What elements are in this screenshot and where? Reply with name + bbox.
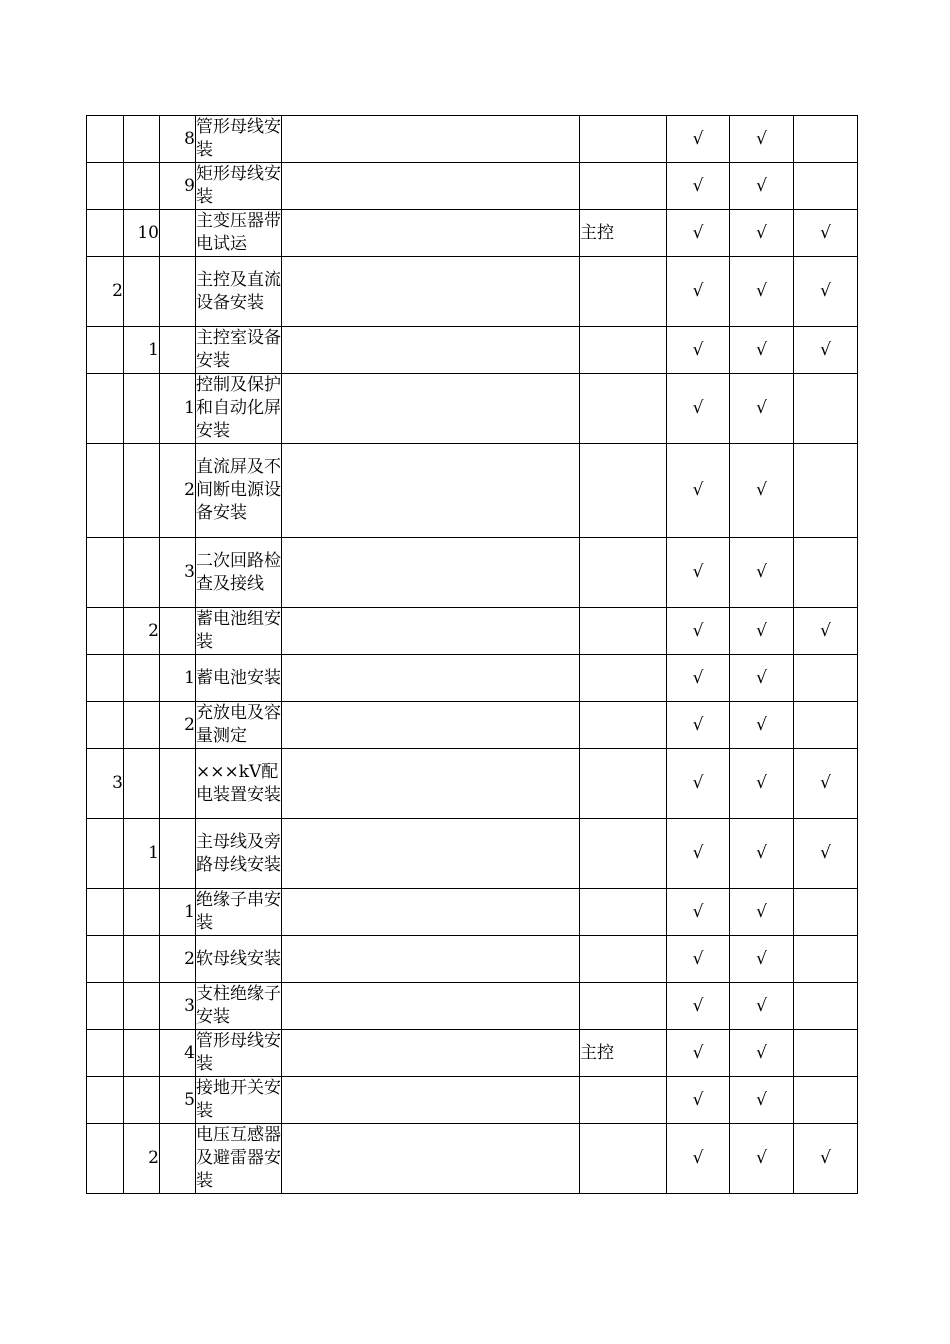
responsible-unit [580, 655, 667, 702]
level2-number [124, 538, 160, 608]
responsible-unit: 主控 [580, 210, 667, 257]
check-mark-1: √ [667, 327, 730, 374]
check-mark-3 [794, 1030, 858, 1077]
check-mark-2: √ [730, 444, 794, 538]
check-mark-1: √ [667, 444, 730, 538]
item-description [282, 702, 580, 749]
check-mark-1: √ [667, 374, 730, 444]
table-row [87, 655, 858, 702]
item-name: 主控室设备安装 [196, 327, 282, 374]
level3-number: 2 [160, 936, 196, 983]
level2-number: 1 [124, 327, 160, 374]
level3-number: 1 [160, 655, 196, 702]
check-mark-1: √ [667, 163, 730, 210]
level2-number [124, 702, 160, 749]
item-name: 软母线安装 [196, 936, 282, 983]
level1-number [87, 655, 124, 702]
table-row [87, 374, 858, 444]
level1-number [87, 1124, 124, 1194]
item-description [282, 889, 580, 936]
check-mark-3 [794, 889, 858, 936]
responsible-unit: 主控 [580, 1030, 667, 1077]
level3-number [160, 257, 196, 327]
check-mark-3 [794, 1077, 858, 1124]
level2-number [124, 1030, 160, 1077]
item-description [282, 1077, 580, 1124]
responsible-unit [580, 327, 667, 374]
check-mark-2: √ [730, 327, 794, 374]
check-mark-2: √ [730, 889, 794, 936]
item-description [282, 257, 580, 327]
level1-number [87, 889, 124, 936]
level3-number: 1 [160, 889, 196, 936]
responsible-unit [580, 374, 667, 444]
item-description [282, 1124, 580, 1194]
check-mark-2: √ [730, 1077, 794, 1124]
level2-number [124, 257, 160, 327]
level2-number [124, 983, 160, 1030]
level3-number: 1 [160, 374, 196, 444]
check-mark-2: √ [730, 538, 794, 608]
item-description [282, 538, 580, 608]
table-row [87, 538, 858, 608]
level2-number [124, 1077, 160, 1124]
check-mark-1: √ [667, 702, 730, 749]
level2-number [124, 655, 160, 702]
check-mark-3: √ [794, 257, 858, 327]
table-row [87, 257, 858, 327]
check-mark-1: √ [667, 936, 730, 983]
level1-number [87, 1077, 124, 1124]
check-mark-1: √ [667, 257, 730, 327]
level2-number [124, 163, 160, 210]
check-mark-2: √ [730, 1030, 794, 1077]
level2-number: 10 [124, 210, 160, 257]
check-mark-3 [794, 983, 858, 1030]
level1-number [87, 116, 124, 163]
table-row [87, 702, 858, 749]
level1-number [87, 1030, 124, 1077]
check-mark-1: √ [667, 210, 730, 257]
level3-number: 3 [160, 983, 196, 1030]
item-description [282, 210, 580, 257]
item-name: 管形母线安装 [196, 116, 282, 163]
level3-number [160, 210, 196, 257]
level3-number [160, 608, 196, 655]
check-mark-1: √ [667, 608, 730, 655]
level3-number: 2 [160, 444, 196, 538]
check-mark-1: √ [667, 983, 730, 1030]
table-row [87, 444, 858, 538]
check-mark-3 [794, 936, 858, 983]
level1-number [87, 702, 124, 749]
level1-number [87, 936, 124, 983]
level2-number: 1 [124, 819, 160, 889]
table-row [87, 1030, 858, 1077]
table-row [87, 889, 858, 936]
table-row [87, 1124, 858, 1194]
level3-number [160, 819, 196, 889]
level1-number [87, 163, 124, 210]
item-description [282, 819, 580, 889]
item-name: ×××kV配电装置安装 [196, 749, 282, 819]
check-mark-3 [794, 163, 858, 210]
table-row [87, 749, 858, 819]
level1-number: 2 [87, 257, 124, 327]
check-mark-3: √ [794, 210, 858, 257]
check-mark-1: √ [667, 655, 730, 702]
level1-number [87, 327, 124, 374]
item-name: 主变压器带电试运 [196, 210, 282, 257]
item-description [282, 116, 580, 163]
check-mark-3 [794, 374, 858, 444]
responsible-unit [580, 1077, 667, 1124]
check-mark-2: √ [730, 1124, 794, 1194]
check-mark-2: √ [730, 374, 794, 444]
check-mark-2: √ [730, 116, 794, 163]
level2-number [124, 889, 160, 936]
check-mark-1: √ [667, 1124, 730, 1194]
table-row [87, 936, 858, 983]
check-mark-3: √ [794, 608, 858, 655]
level3-number: 8 [160, 116, 196, 163]
responsible-unit [580, 116, 667, 163]
check-mark-3: √ [794, 327, 858, 374]
check-mark-1: √ [667, 1030, 730, 1077]
responsible-unit [580, 608, 667, 655]
responsible-unit [580, 936, 667, 983]
item-name: 管形母线安装 [196, 1030, 282, 1077]
check-mark-1: √ [667, 749, 730, 819]
check-mark-3: √ [794, 1124, 858, 1194]
level3-number: 9 [160, 163, 196, 210]
level1-number [87, 608, 124, 655]
item-description [282, 163, 580, 210]
responsible-unit [580, 983, 667, 1030]
item-description [282, 1030, 580, 1077]
check-mark-2: √ [730, 936, 794, 983]
check-mark-2: √ [730, 819, 794, 889]
item-description [282, 936, 580, 983]
item-name: 主母线及旁路母线安装 [196, 819, 282, 889]
level2-number [124, 444, 160, 538]
check-mark-1: √ [667, 538, 730, 608]
responsible-unit [580, 1124, 667, 1194]
item-name: 矩形母线安装 [196, 163, 282, 210]
check-mark-3 [794, 116, 858, 163]
level3-number [160, 327, 196, 374]
responsible-unit [580, 538, 667, 608]
table-row [87, 210, 858, 257]
responsible-unit [580, 163, 667, 210]
check-mark-1: √ [667, 819, 730, 889]
table-row [87, 327, 858, 374]
level2-number [124, 374, 160, 444]
responsible-unit [580, 702, 667, 749]
check-mark-1: √ [667, 1077, 730, 1124]
level1-number [87, 374, 124, 444]
table-row [87, 608, 858, 655]
check-mark-2: √ [730, 257, 794, 327]
item-name: 支柱绝缘子安装 [196, 983, 282, 1030]
level1-number [87, 538, 124, 608]
level2-number: 2 [124, 1124, 160, 1194]
level2-number: 2 [124, 608, 160, 655]
level3-number [160, 1124, 196, 1194]
check-mark-1: √ [667, 116, 730, 163]
level1-number: 3 [87, 749, 124, 819]
level2-number [124, 936, 160, 983]
table-row [87, 819, 858, 889]
check-mark-1: √ [667, 889, 730, 936]
check-mark-2: √ [730, 702, 794, 749]
table-row [87, 116, 858, 163]
item-name: 接地开关安装 [196, 1077, 282, 1124]
check-mark-2: √ [730, 983, 794, 1030]
responsible-unit [580, 444, 667, 538]
item-name: 电压互感器及避雷器安装 [196, 1124, 282, 1194]
level1-number [87, 983, 124, 1030]
item-name: 蓄电池安装 [196, 655, 282, 702]
level3-number: 3 [160, 538, 196, 608]
responsible-unit [580, 257, 667, 327]
item-description [282, 983, 580, 1030]
item-name: 绝缘子串安装 [196, 889, 282, 936]
item-description [282, 327, 580, 374]
check-mark-2: √ [730, 608, 794, 655]
item-name: 控制及保护和自动化屏安装 [196, 374, 282, 444]
item-name: 蓄电池组安装 [196, 608, 282, 655]
responsible-unit [580, 749, 667, 819]
check-mark-2: √ [730, 163, 794, 210]
level2-number [124, 749, 160, 819]
responsible-unit [580, 819, 667, 889]
item-description [282, 444, 580, 538]
check-mark-3: √ [794, 819, 858, 889]
item-description [282, 374, 580, 444]
item-description [282, 608, 580, 655]
inspection-table [86, 115, 858, 1194]
check-mark-2: √ [730, 749, 794, 819]
item-name: 主控及直流设备安装 [196, 257, 282, 327]
responsible-unit [580, 889, 667, 936]
check-mark-3 [794, 444, 858, 538]
level1-number [87, 819, 124, 889]
check-mark-3 [794, 655, 858, 702]
check-mark-3 [794, 702, 858, 749]
item-name: 充放电及容量测定 [196, 702, 282, 749]
table-row [87, 163, 858, 210]
level1-number [87, 210, 124, 257]
table-row [87, 983, 858, 1030]
level3-number: 4 [160, 1030, 196, 1077]
check-mark-2: √ [730, 210, 794, 257]
item-name: 二次回路检查及接线 [196, 538, 282, 608]
level1-number [87, 444, 124, 538]
item-description [282, 749, 580, 819]
check-mark-2: √ [730, 655, 794, 702]
level3-number [160, 749, 196, 819]
level3-number: 2 [160, 702, 196, 749]
check-mark-3: √ [794, 749, 858, 819]
item-name: 直流屏及不间断电源设备安装 [196, 444, 282, 538]
level3-number: 5 [160, 1077, 196, 1124]
level2-number [124, 116, 160, 163]
item-description [282, 655, 580, 702]
table-row [87, 1077, 858, 1124]
check-mark-3 [794, 538, 858, 608]
